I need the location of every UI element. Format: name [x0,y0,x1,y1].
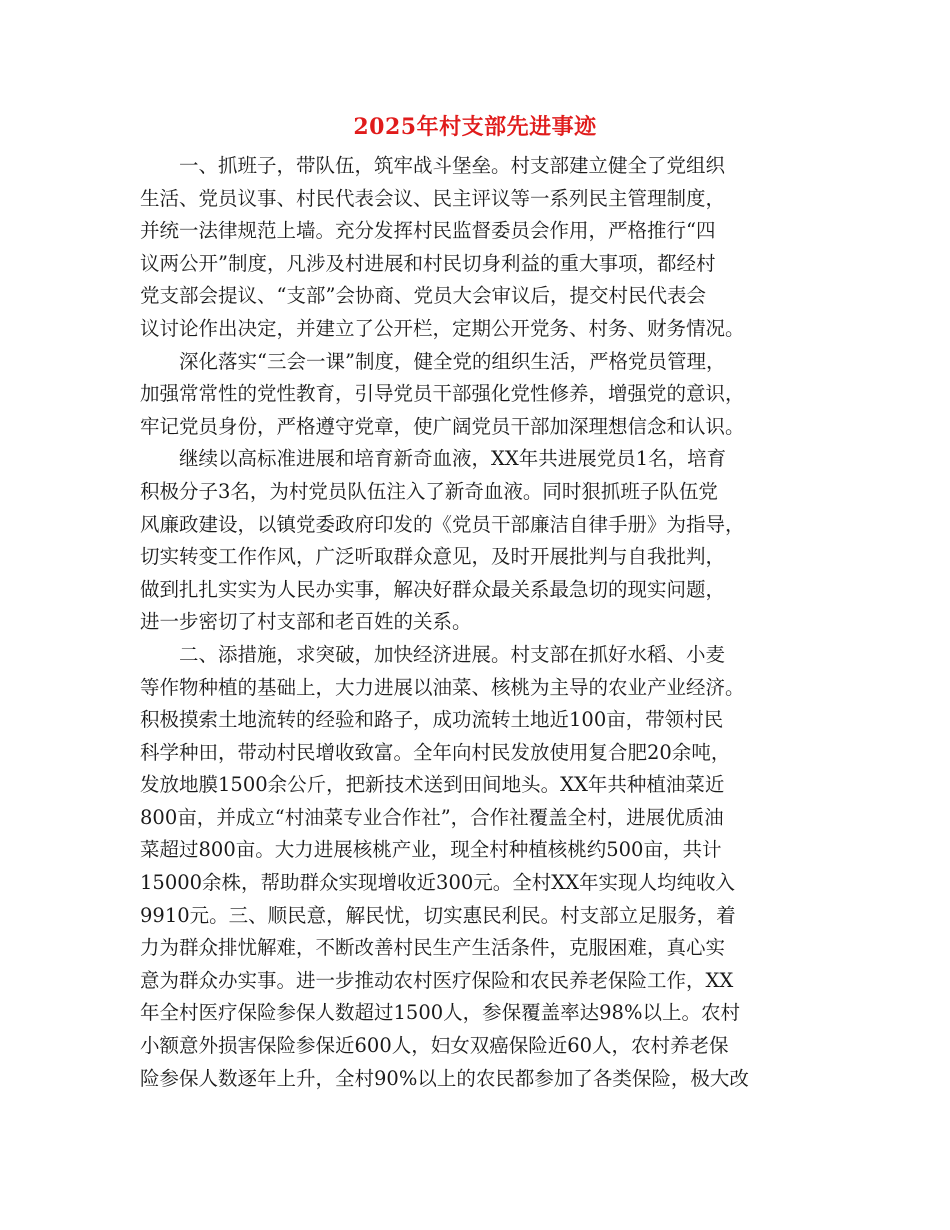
text-line: 生活、党员议事、村民代表会议、民主评议等一系列民主管理制度， [140,186,726,210]
text-line: 风廉政建设，以镇党委政府印发的《党员干部廉洁自律手册》为指导， [140,512,745,536]
text-line: 菜超过800亩。大力进展核桃产业，现全村种植核桃约500亩，共计 [140,838,722,862]
paragraph [140,443,816,639]
document-title: 2025年村支部先进事迹 [353,114,597,140]
text-line: 一、抓班子，带队伍，筑牢战斗堡垒。村支部建立健全了党组织 [179,154,726,177]
text-line: 议两公开”制度，凡涉及村进展和村民切身利益的重大事项，都经村 [140,251,716,275]
text-line: 意为群众办实事。进一步推动农村医疗保险和农民养老保险工作，XX [140,968,734,992]
text-line: 积极摸索土地流转的经验和路子，成功流转土地近100亩，带领村民 [140,708,724,732]
text-line: 党支部会提议、“支部”会协商、党员大会审议后，提交村民代表会 [140,284,706,308]
paragraph [140,639,816,1095]
document-body [140,150,816,1095]
text-line: 等作物种植的基础上，大力进展以油菜、核桃为主导的农业产业经济。 [140,675,745,699]
paragraph [140,150,816,346]
text-line: 做到扎扎实实为人民办实事，解决好群众最关系最急切的现实问题， [140,577,726,601]
text-line: 并统一法律规范上墙。充分发挥村民监督委员会作用，严格推行“四 [140,219,716,243]
text-line: 议讨论作出决定，并建立了公开栏，定期公开党务、村务、财务情况。 [140,316,745,340]
text-line: 15000余株，帮助群众实现增收近300元。全村XX年实现人均纯收入 [140,871,736,895]
text-line: 牢记党员身份，严格遵守党章，使广阔党员干部加深理想信念和认识。 [140,414,745,438]
text-line: 力为群众排忧解难，不断改善村民生产生活条件，克服困难，真心实 [140,936,726,960]
text-line: 切实转变工作作风，广泛听取群众意见，及时开展批判与自我批判， [140,545,726,569]
text-line: 科学种田，带动村民增收致富。全年向村民发放使用复合肥20余吨， [140,740,731,764]
text-line: 进一步密切了村支部和老百姓的关系。 [140,610,472,634]
text-line: 二、添措施，求突破，加快经济进展。村支部在抓好水稻、小麦 [179,642,726,666]
text-line: 小额意外损害保险参保近600人，妇女双癌保险近60人，农村养老保 [140,1034,729,1058]
text-line: 800亩，并成立“村油菜专业合作社”，合作社覆盖全村，进展优质油 [140,805,724,829]
text-line: 继续以高标准进展和培育新奇血液，XX年共进展党员1名，培育 [179,447,727,471]
text-line: 9910元。三、顺民意，解民忧，切实惠民利民。村支部立足服务，着 [140,903,736,927]
text-line: 发放地膜1500余公斤，把新技术送到田间地头。XX年共种植油菜近 [140,773,725,797]
text-line: 险参保人数逐年上升，全村90%以上的农民都参加了各类保险，极大改 [140,1066,749,1090]
text-line: 深化落实“三会一课”制度，健全党的组织生活，严格党员管理， [179,349,726,373]
text-line: 年全村医疗保险参保人数超过1500人，参保覆盖率达98%以上。农村 [140,1001,740,1025]
paragraph [140,346,816,444]
text-line: 积极分子3名，为村党员队伍注入了新奇血液。同时狠抓班子队伍党 [140,479,718,503]
text-line: 加强常常性的党性教育，引导党员干部强化党性修养，增强党的意识， [140,382,745,406]
